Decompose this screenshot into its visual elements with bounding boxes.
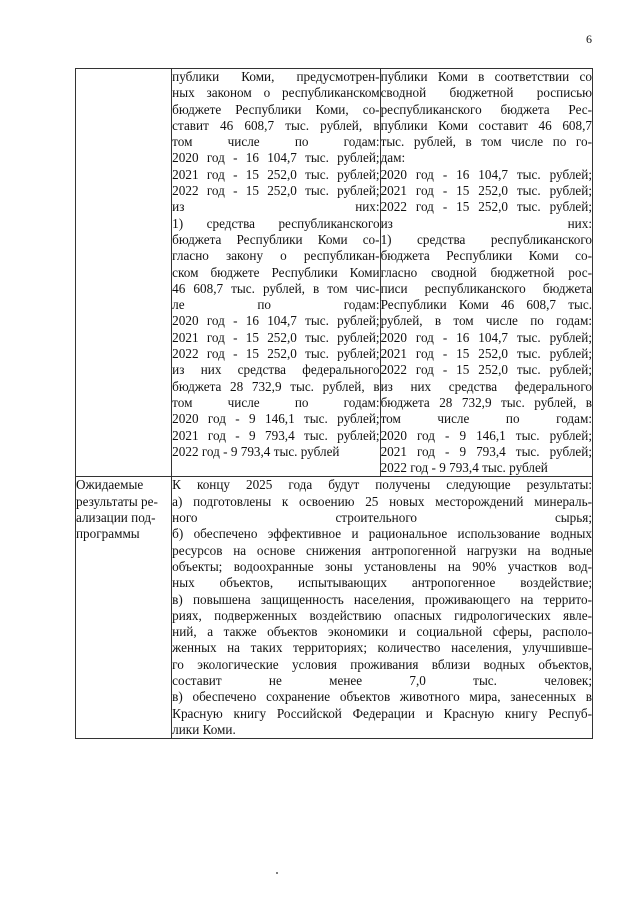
text-line: гласно закону о республикан-: [172, 248, 380, 264]
text-line: результаты ре-: [76, 493, 158, 509]
text-line: 2021 год - 9 793,4 тыс. рублей;: [380, 443, 592, 459]
text-line: публики Коми, предусмотрен-: [172, 69, 380, 84]
text-line: из них средства федерального: [172, 362, 380, 378]
text-line: сводной бюджетной росписью: [380, 85, 592, 101]
expected-results-label: [76, 477, 171, 542]
text-line: ных объектов, испытывающих антропогенное воздействие;: [172, 575, 592, 591]
text-line: ле по годам:: [172, 297, 380, 313]
text-line: том числе по годам:: [380, 411, 592, 427]
table-row-funding: [76, 69, 593, 477]
text-line: ного строительного сырья;: [172, 510, 592, 526]
text-line: писи республиканского бюджета: [380, 280, 592, 296]
text-line: 2021 год - 15 252,0 тыс. рублей;: [172, 166, 380, 182]
text-line: 2020 год - 16 104,7 тыс. рублей;: [172, 150, 380, 166]
text-line: 2020 год - 16 104,7 тыс. рублей;: [380, 329, 592, 345]
text-line: том числе по годам:: [172, 134, 380, 150]
text-line: а) подготовлены к освоению 25 новых месторождений минераль-: [172, 493, 592, 509]
text-line: из них:: [380, 215, 592, 231]
text-line: бюджета Республики Коми со-: [172, 231, 380, 247]
scan-dot-mark: [276, 872, 278, 874]
text-line: составит не менее 7,0 тыс. человек;: [172, 672, 592, 688]
text-line: 2020 год - 16 104,7 тыс. рублей;: [172, 313, 380, 329]
funding-law-cell: [172, 69, 380, 477]
text-line: 2021 год - 15 252,0 тыс. рублей;: [172, 329, 380, 345]
text-line: программы: [76, 526, 140, 542]
text-line: бюджета Республики Коми со-: [380, 248, 592, 264]
page-number: 6: [586, 32, 592, 46]
text-line: 1) средства республиканского: [380, 231, 592, 247]
row1-label-cell: [76, 69, 172, 477]
text-line: 2020 год - 16 104,7 тыс. рублей;: [380, 166, 592, 182]
text-line: женных на таких территориях; количество населения, улучшивше-: [172, 640, 592, 656]
document-table: [75, 68, 593, 739]
text-line: 2022 год - 15 252,0 тыс. рублей;: [172, 183, 380, 199]
text-line: том числе по годам:: [172, 394, 380, 410]
funding-budget-text: [381, 69, 592, 476]
text-line: публики Коми в соответствии со: [380, 69, 592, 84]
expected-results-text: [172, 477, 592, 738]
text-line: б) обеспечено эффективное и рациональное использование водных: [172, 526, 592, 542]
funding-budget-cell: [380, 69, 592, 477]
text-line: 2022 год - 15 252,0 тыс. рублей;: [172, 346, 380, 362]
text-line: в) повышена защищенность населения, проживающего на террито-: [172, 591, 592, 607]
text-line: Ожидаемые: [76, 477, 144, 493]
text-line: 2022 год - 15 252,0 тыс. рублей;: [380, 362, 592, 378]
text-line: Красную книгу Российской Федерации и Красную книгу Респуб-: [172, 705, 592, 721]
text-line: тыс. рублей, в том числе по го-: [380, 134, 592, 150]
text-line: республиканского бюджета Рес-: [380, 101, 592, 117]
text-line: риях, подверженных воздействию опасных гидрологических явле-: [172, 607, 592, 623]
text-line: 2020 год - 9 146,1 тыс. рублей;: [172, 411, 380, 427]
text-line: рублей, в том числе по годам:: [380, 313, 592, 329]
text-line: 46 608,7 тыс. рублей, в том чис-: [172, 280, 380, 296]
text-line: 2021 год - 9 793,4 тыс. рублей;: [172, 427, 380, 443]
text-line: публики Коми составит 46 608,7: [380, 117, 592, 133]
text-line: гласно сводной бюджетной рос-: [380, 264, 592, 280]
text-line: ных законом о республиканском: [172, 85, 380, 101]
text-line: бюджета 28 732,9 тыс. рублей, в: [380, 394, 592, 410]
text-line: го экологические условия проживания вблизи водных объектов,: [172, 656, 592, 672]
table-row-expected-results: [76, 477, 593, 739]
funding-law-text: [172, 69, 379, 460]
text-line: ставит 46 608,7 тыс. рублей, в: [172, 117, 380, 133]
text-line: 2021 год - 15 252,0 тыс. рублей;: [380, 183, 592, 199]
text-line: ресурсов на основе снижения антропогенной нагрузки на водные: [172, 542, 592, 558]
text-line: из них средства федерального: [380, 378, 592, 394]
text-line: 2022 год - 15 252,0 тыс. рублей;: [380, 199, 592, 215]
text-line: бюджете Республики Коми, со-: [172, 101, 380, 117]
text-line: ализации под-: [76, 510, 156, 526]
text-line: 2020 год - 9 146,1 тыс. рублей;: [380, 427, 592, 443]
text-line: 1) средства республиканского: [172, 215, 380, 231]
expected-results-content-cell: [172, 477, 593, 739]
text-line: ском бюджете Республики Коми: [172, 264, 380, 280]
text-line: ний, а также объектов экономики и социальной сферы, располо-: [172, 624, 592, 640]
text-line: из них:: [172, 199, 380, 215]
text-line: объекты; водоохранные зоны установлены на 90% участков вод-: [172, 558, 592, 574]
expected-results-label-cell: [76, 477, 172, 739]
text-line: 2022 год - 9 793,4 тыс. рублей: [380, 460, 548, 476]
text-line: Республики Коми 46 608,7 тыс.: [380, 297, 592, 313]
text-line: 2022 год - 9 793,4 тыс. рублей: [172, 443, 340, 459]
text-line: бюджета 28 732,9 тыс. рублей, в: [172, 378, 380, 394]
text-line: К концу 2025 года будут получены следующие результаты:: [172, 477, 592, 493]
text-line: дам:: [380, 150, 406, 166]
text-line: лики Коми.: [172, 721, 236, 737]
text-line: 2021 год - 15 252,0 тыс. рублей;: [380, 346, 592, 362]
text-line: в) обеспечено сохранение объектов животного мира, занесенных в: [172, 689, 592, 705]
